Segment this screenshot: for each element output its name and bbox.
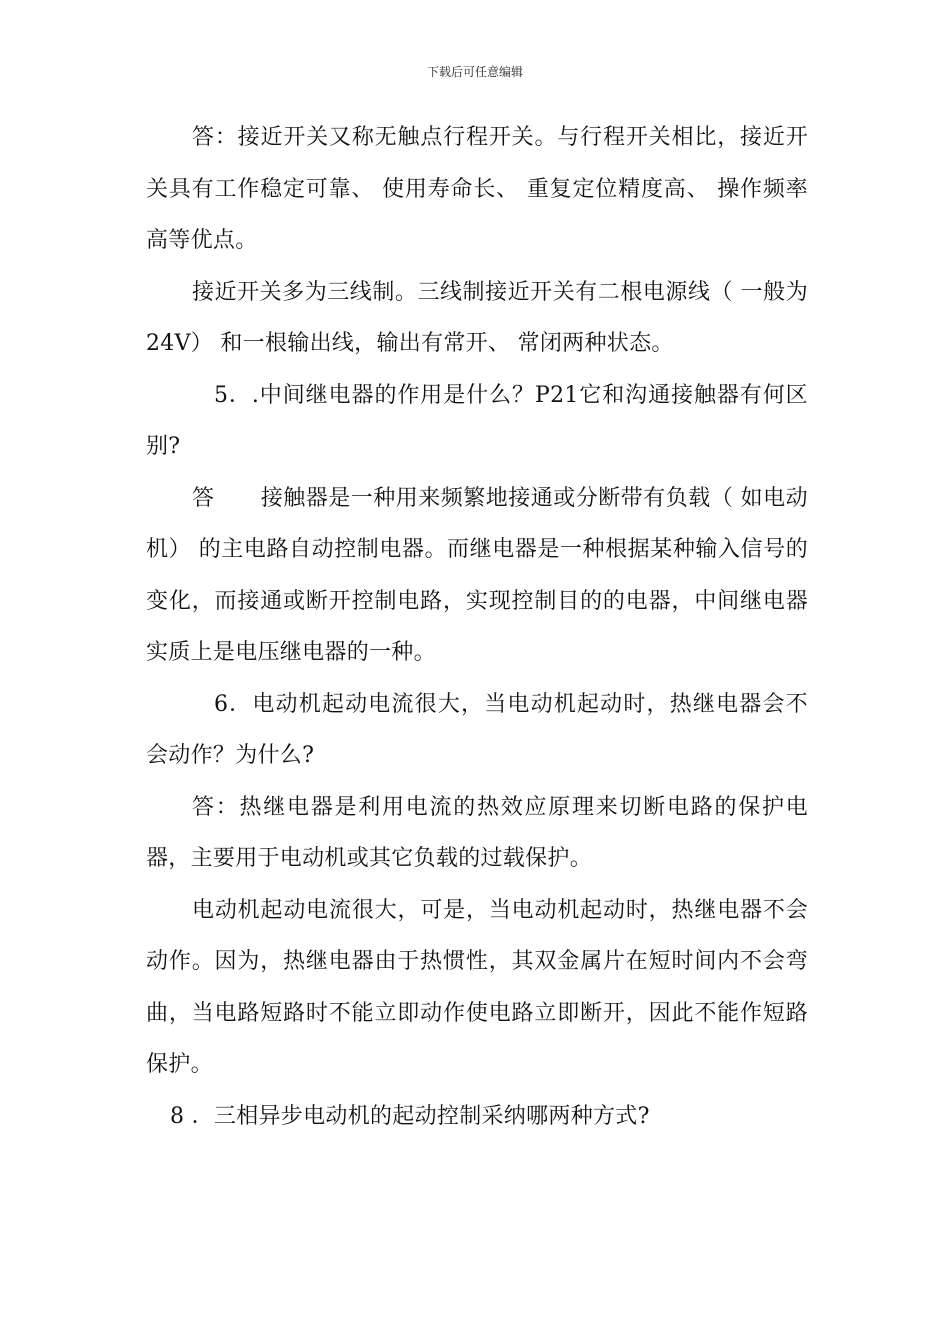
page-header-note: 下载后可任意编辑 [426,65,523,79]
answer-5-label: 答 [192,485,215,511]
document-body [146,112,808,1142]
answer-proximity-switch: 答：接近开关又称无触点行程开关。与行程开关相比，接近开关具有工作稳定可靠、 使用寿命长、 重复定位精度高、 操作频率高等优点。 [146,125,808,253]
paragraph-three-wire: 接近开关多为三线制。三线制接近开关有二根电源线（ 一般为24V） 和一根输出线，输出有常开、 常闭两种状态。 [146,279,808,356]
question-5: 5．.中间继电器的作用是什么？P21它和沟通接触器有何区别? [146,382,808,459]
answer-5-text: 接触器是一种用来频繁地接通或分断带有负载（ 如电动机） 的主电路自动控制电器。而继电器是一种根据某种输入信号的变化，而接通或断开控制电路，实现控制目的的电器，中间继电器实质上是电压继电器的一种。 [146,485,808,665]
question-8: 8 ．三相异步电动机的起动控制采纳哪两种方式? [170,1103,650,1129]
answer-5 [146,473,808,679]
question-6: 6．电动机起动电流很大，当电动机起动时，热继电器会不会动作？为什么? [146,691,808,768]
answer-6-continued: 电动机起动电流很大，可是，当电动机起动时，热继电器不会动作。因为，热继电器由于热惯性，其双金属片在短时间内不会弯曲，当电路短路时不能立即动作使电路立即断开，因此不能作短路保护。 [146,897,808,1077]
answer-6: 答：热继电器是利用电流的热效应原理来切断电路的保护电器，主要用于电动机或其它负载的过载保护。 [146,794,808,871]
